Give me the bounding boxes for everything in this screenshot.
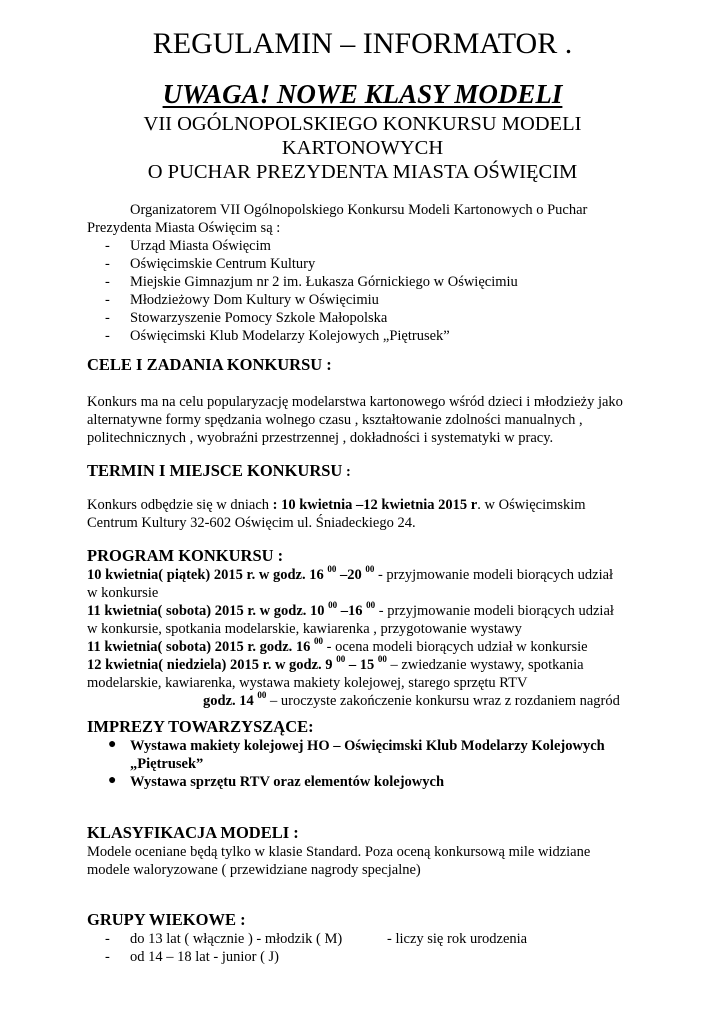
program-heading: PROGRAM KONKURSU :: [87, 546, 284, 565]
goals-text: alternatywne formy spędzania wolnego czasu , kształtowanie zdolności manualnych ,: [87, 412, 583, 428]
event-item: Wystawa makiety kolejowej HO – Oświęcimski Klub Modelarzy Kolejowych: [130, 738, 605, 754]
program-entry: 11 kwietnia( sobota) 2015 r. w godz. 10 $^{00}$ –16 $^{00}$ - przyjmowanie modeli biorących udział: [87, 600, 614, 619]
events-heading: IMPREZY TOWARZYSZĄCE:: [87, 717, 314, 736]
program-entry: 10 kwietnia( piątek) 2015 r. w godz. 16 $^{00}$ –20 $^{00}$ - przyjmowanie modeli biorących udział: [87, 564, 614, 583]
classification-heading: KLASYFIKACJA MODELI :: [87, 823, 299, 842]
contest-title-line: VII OGÓLNOPOLSKIEGO KONKURSU MODELI: [143, 113, 582, 135]
new-model-classes-warning: UWAGA! NOWE KLASY MODELI: [162, 79, 563, 109]
term-text: Centrum Kultury 32-602 Oświęcim ul. Śniadeckiego 24.: [87, 515, 416, 531]
organizer-item: - Urząd Miasta Oświęcim: [105, 238, 271, 254]
program-entry-cont: modelarskie, kawiarenka, wystawa makiety kolejowej, starego sprzętu RTV: [87, 675, 528, 691]
organizer-item: - Oświęcimskie Centrum Kultury: [105, 256, 316, 272]
program-entry: 11 kwietnia( sobota) 2015 r. godz. 16 $^{00}$ - ocena modeli biorących udział w konkursie: [87, 636, 588, 655]
event-item-cont: „Piętrusek”: [130, 756, 204, 772]
document-title: REGULAMIN – INFORMATOR .: [152, 27, 573, 60]
contest-title-line: KARTONOWYCH: [281, 137, 444, 159]
organizer-item: - Oświęcimski Klub Modelarzy Kolejowych „Piętrusek”: [105, 328, 450, 344]
age-group-item: - od 14 – 18 lat - junior ( J): [105, 949, 280, 965]
organizer-item: - Miejskie Gimnazjum nr 2 im. Łukasza Górnickiego w Oświęcimiu: [105, 274, 518, 290]
program-entry: godz. 14 $^{00}$ – uroczyste zakończenie konkursu wraz z rozdaniem nagród: [203, 690, 620, 709]
contest-title-line: O PUCHAR PREZYDENTA MIASTA OŚWIĘCIM: [147, 161, 578, 183]
classification-text: modele waloryzowane ( przewidziane nagrody specjalne): [87, 862, 421, 878]
program-entry-cont: w konkursie, spotkania modelarskie, kawiarenka , przygotowanie wystawy: [87, 621, 522, 637]
age-groups-heading: GRUPY WIEKOWE :: [87, 910, 246, 929]
organizer-item: - Młodzieżowy Dom Kultury w Oświęcimiu: [105, 292, 379, 308]
classification-text: Modele oceniane będą tylko w klasie Standard. Poza oceną konkursową mile widziane: [87, 844, 591, 860]
goals-text: Konkurs ma na celu popularyzację modelarstwa kartonowego wśród dzieci i młodzieży jako: [87, 394, 623, 410]
event-item: Wystawa sprzętu RTV oraz elementów kolejowych: [130, 774, 445, 790]
program-entry: 12 kwietnia( niedziela) 2015 r. w godz. 9 $^{00}$ – 15 $^{00}$ – zwiedzanie wystawy, spotkania: [87, 654, 584, 673]
goals-heading: CELE I ZADANIA KONKURSU :: [87, 355, 332, 374]
program-entry-cont: w konkursie: [87, 585, 159, 601]
age-group-item: - do 13 lat ( włącznie ) - młodzik ( M): [105, 931, 343, 947]
organizers-intro: Organizatorem VII Ogólnopolskiego Konkursu Modeli Kartonowych o Puchar: [130, 202, 588, 218]
age-group-note: - liczy się rok urodzenia: [387, 931, 528, 947]
term-heading: TERMIN I MIEJSCE KONKURSU :: [87, 461, 351, 480]
organizer-item: - Stowarzyszenie Pomocy Szkole Małopolska: [105, 310, 388, 326]
bullet-icon: ●: [108, 737, 117, 752]
bullet-icon: ●: [108, 773, 117, 788]
goals-text: politechnicznych , wyobraźni przestrzennej , dokładności i systematyki w pracy.: [87, 430, 554, 446]
term-text: Konkurs odbędzie się w dniach : 10 kwietnia –12 kwietnia 2015 r. w Oświęcimskim: [87, 497, 586, 513]
organizers-intro: Prezydenta Miasta Oświęcim są :: [87, 220, 281, 236]
